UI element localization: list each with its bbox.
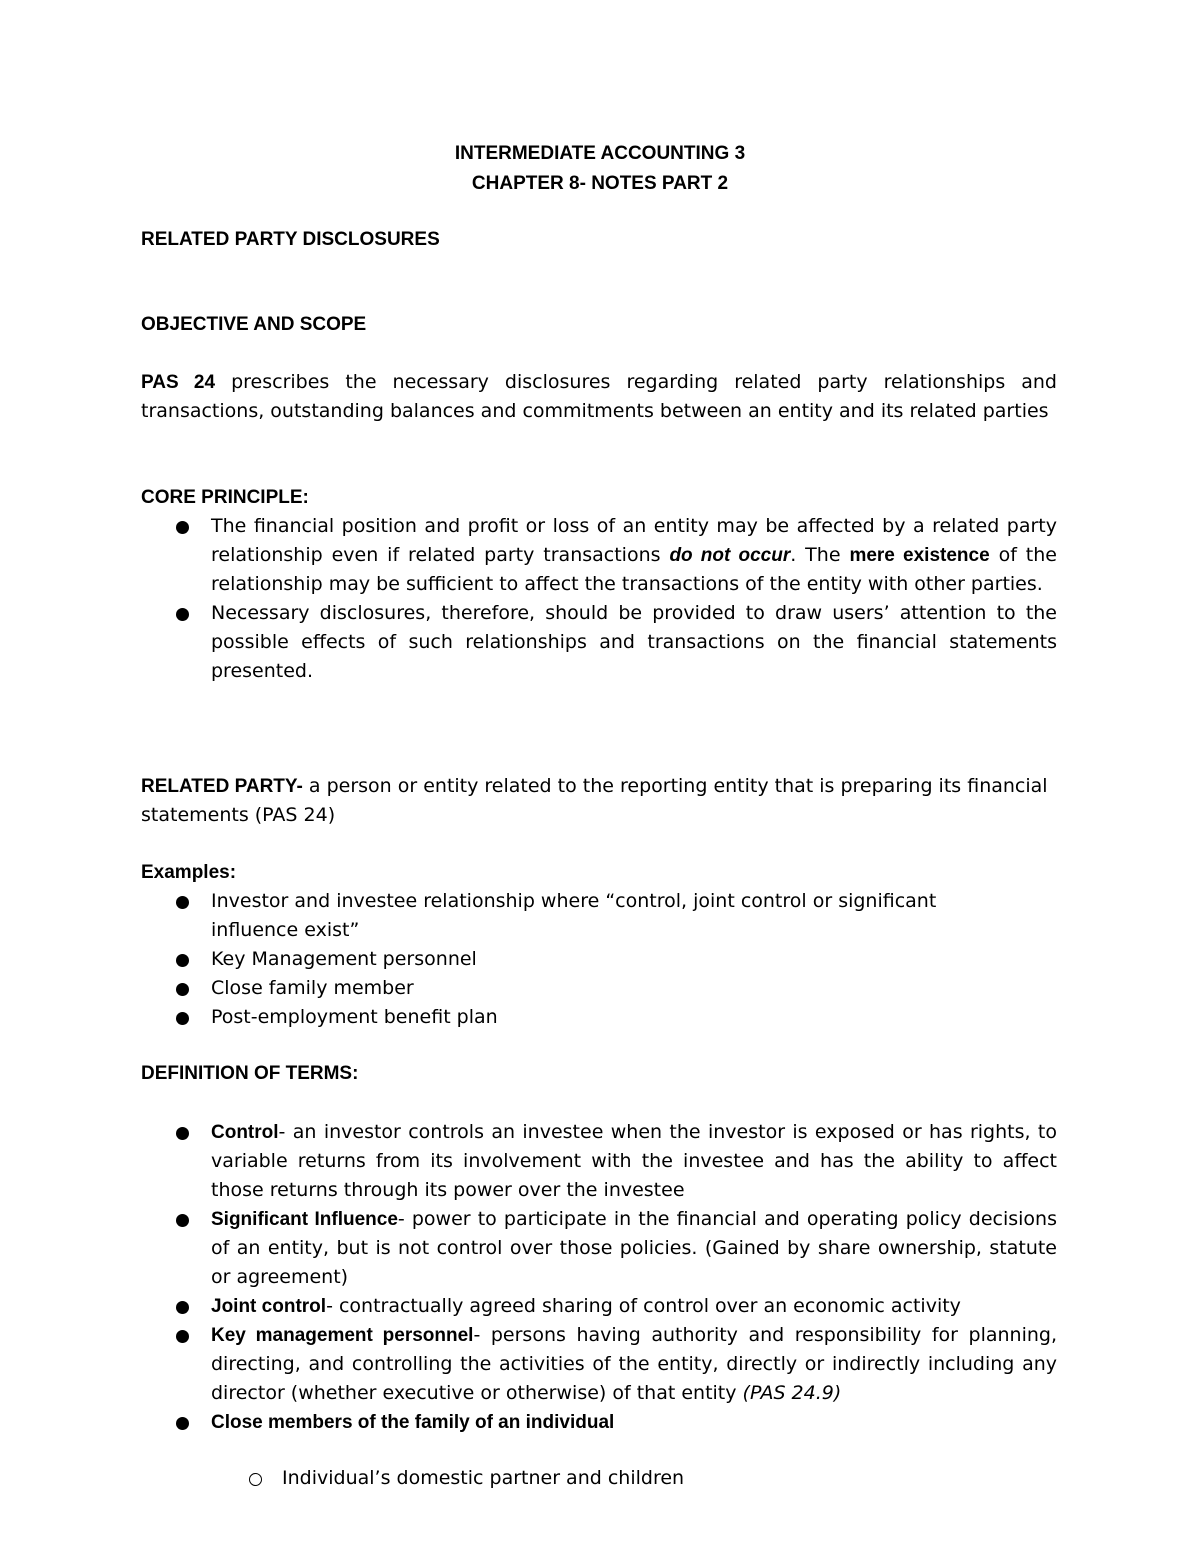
bullet-icon — [176, 1127, 189, 1140]
list-item: The financial position and profit or loss of an entity may be affected by a related party relationship even if related party transactions do not occur. The mere existence of the relationship may be sufficient to affect the transactions of the entity with other parties. — [176, 512, 1057, 599]
bullet-icon — [176, 954, 189, 967]
term-label: Significant Influence — [211, 1209, 398, 1230]
circle-bullet-icon — [249, 1473, 262, 1486]
list-item — [176, 1408, 1057, 1437]
pas24-label: PAS 24 — [141, 372, 216, 393]
list-item: Post-employment benefit plan — [176, 1003, 1057, 1032]
term-label: Control — [211, 1122, 279, 1143]
bullet-icon — [176, 608, 189, 621]
reference-text: (PAS 24.9) — [742, 1382, 842, 1404]
list-item: Key Management personnel — [176, 945, 1057, 974]
bullet-icon — [176, 521, 189, 534]
bullet-icon — [176, 983, 189, 996]
sub-list-item: Individual’s domestic partner and children — [249, 1464, 684, 1493]
bullet-icon — [176, 1012, 189, 1025]
bullet-icon — [176, 1301, 189, 1314]
objective-paragraph — [141, 368, 1057, 426]
list-item: Key management personnel- persons having authority and responsibility for planning, directing, and controlling the activities of the entity, directly or indirectly including any director (whether executive or otherwise) of that entity (PAS 24.9) — [176, 1321, 1057, 1408]
list-item: Significant Influence- power to participate in the financial and operating policy decisions of an entity, but is not control over those policies. (Gained by share ownership, statute or agreement) — [176, 1205, 1057, 1292]
related-party-definition: RELATED PARTY- a person or entity related to the reporting entity that is preparing its financial statements (PAS 24) — [141, 775, 1048, 826]
examples-list — [176, 887, 1057, 1032]
document-subtitle: CHAPTER 8- NOTES PART 2 — [471, 173, 729, 194]
list-item: Control- an investor controls an investee when the investor is exposed or has rights, to variable returns from its involvement with the investee and has the ability to affect those returns through its power over the investee — [176, 1118, 1057, 1205]
core-principle-heading: CORE PRINCIPLE: — [141, 487, 309, 508]
list-item: Necessary disclosures, therefore, should be provided to draw users’ attention to the possible effects of such relationships and transactions on the financial statements presented. — [176, 599, 1057, 686]
examples-heading: Examples: — [141, 862, 237, 883]
bullet-icon — [176, 1330, 189, 1343]
term-label: Close members of the family of an individual — [211, 1412, 615, 1433]
bullet-icon — [176, 1214, 189, 1227]
term-label: Key management personnel — [211, 1325, 474, 1346]
section-heading: RELATED PARTY DISCLOSURES — [141, 229, 440, 250]
related-party-term: RELATED PARTY- — [141, 776, 303, 797]
list-item: Close family member — [176, 974, 1057, 1003]
bullet-icon — [176, 1417, 189, 1430]
core-principle-list — [176, 512, 1057, 686]
document-title: INTERMEDIATE ACCOUNTING 3 — [454, 143, 746, 164]
emphasis-text: mere existence — [849, 545, 990, 566]
emphasis-text: do not occur — [669, 545, 791, 566]
definitions-heading: DEFINITION OF TERMS: — [141, 1063, 359, 1084]
list-item: Joint control- contractually agreed sharing of control over an economic activity — [176, 1292, 1057, 1321]
list-item: Investor and investee relationship where “control, joint control or significant influence exist” — [176, 887, 1057, 945]
definitions-list — [176, 1118, 1057, 1437]
objective-text: prescribes the necessary disclosures regarding related party relationships and transactions, outstanding balances and commitments between an entity and its related parties — [141, 371, 1057, 422]
bullet-icon — [176, 896, 189, 909]
term-label: Joint control — [211, 1296, 327, 1317]
objective-heading: OBJECTIVE AND SCOPE — [141, 314, 367, 335]
